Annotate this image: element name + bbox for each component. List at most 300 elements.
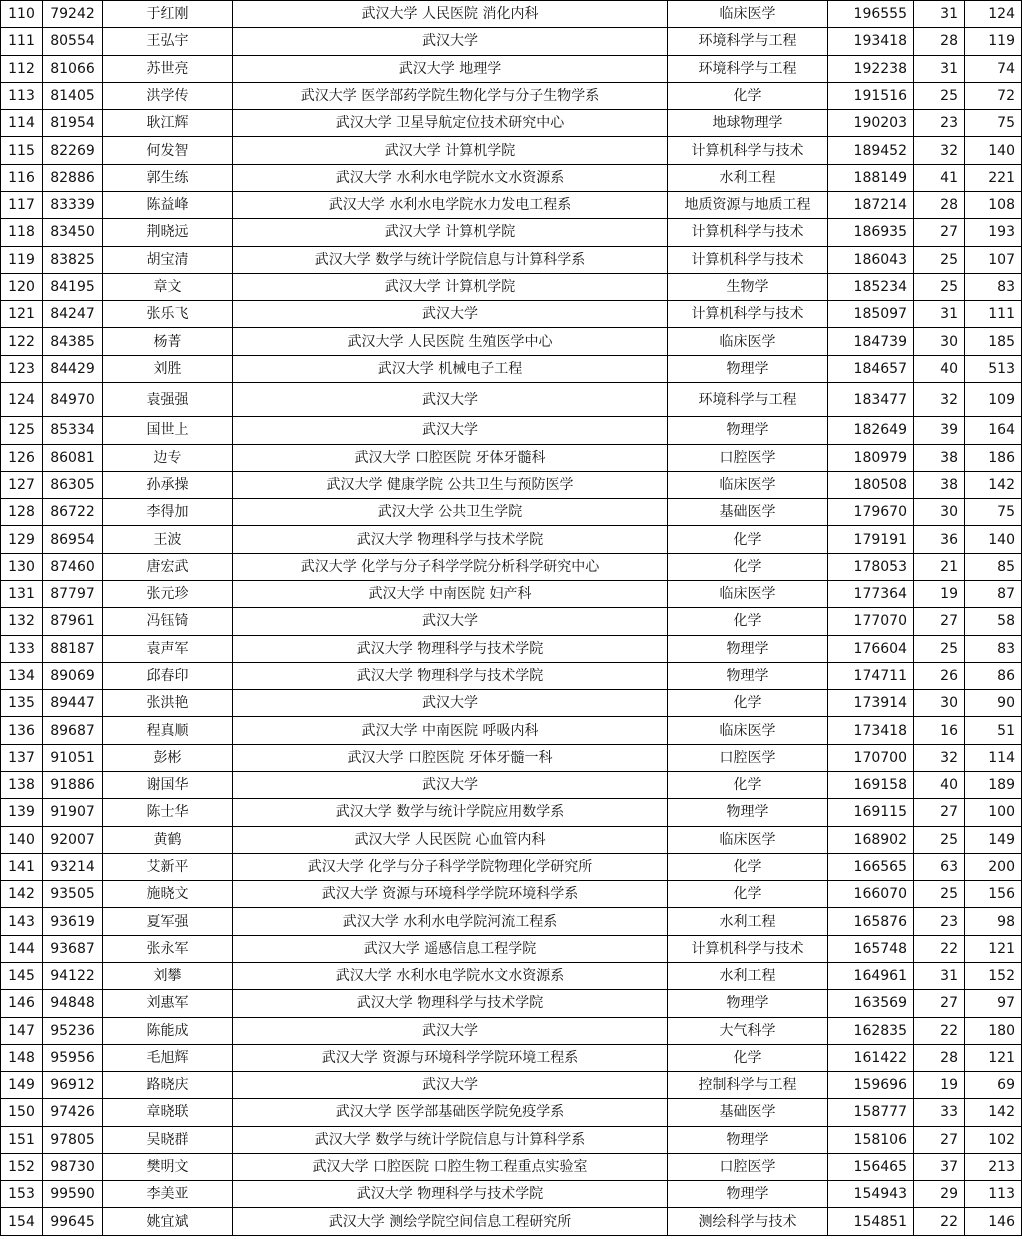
- row-papers: 72: [965, 82, 1022, 109]
- row-rank: 94122: [43, 962, 103, 989]
- row-field: 化学: [668, 690, 828, 717]
- row-field: 环境科学与工程: [668, 28, 828, 55]
- row-papers: 140: [965, 137, 1022, 164]
- row-field: 水利工程: [668, 962, 828, 989]
- row-score: 173914: [828, 690, 914, 717]
- row-h-index: 41: [914, 164, 965, 191]
- row-score: 193418: [828, 28, 914, 55]
- row-name: 章晓联: [103, 1099, 233, 1126]
- row-field: 基础医学: [668, 1099, 828, 1126]
- row-score: 179670: [828, 499, 914, 526]
- row-field: 计算机科学与技术: [668, 301, 828, 328]
- row-field: 口腔医学: [668, 444, 828, 471]
- row-name: 谢国华: [103, 771, 233, 798]
- row-field: 物理学: [668, 799, 828, 826]
- row-index: 126: [1, 444, 43, 471]
- row-name: 夏军强: [103, 908, 233, 935]
- row-score: 184657: [828, 355, 914, 382]
- row-index: 145: [1, 962, 43, 989]
- row-index: 113: [1, 82, 43, 109]
- row-field: 计算机科学与技术: [668, 246, 828, 273]
- row-index: 122: [1, 328, 43, 355]
- row-papers: 113: [965, 1181, 1022, 1208]
- row-h-index: 19: [914, 581, 965, 608]
- row-index: 120: [1, 273, 43, 300]
- table-row: [1, 853, 1022, 880]
- row-institution: 武汉大学 医学部药学院生物化学与分子生物学系: [233, 82, 668, 109]
- row-field: 大气科学: [668, 1017, 828, 1044]
- row-score: 169158: [828, 771, 914, 798]
- row-field: 临床医学: [668, 717, 828, 744]
- row-name: 边专: [103, 444, 233, 471]
- row-field: 临床医学: [668, 471, 828, 498]
- table-row: [1, 581, 1022, 608]
- row-rank: 99590: [43, 1181, 103, 1208]
- row-field: 口腔医学: [668, 1153, 828, 1180]
- row-index: 136: [1, 717, 43, 744]
- row-score: 191516: [828, 82, 914, 109]
- row-field: 计算机科学与技术: [668, 935, 828, 962]
- table-row: [1, 1181, 1022, 1208]
- row-h-index: 63: [914, 853, 965, 880]
- row-field: 化学: [668, 608, 828, 635]
- row-name: 王弘宇: [103, 28, 233, 55]
- row-field: 化学: [668, 82, 828, 109]
- row-score: 180979: [828, 444, 914, 471]
- row-name: 刘惠军: [103, 990, 233, 1017]
- row-field: 临床医学: [668, 581, 828, 608]
- row-score: 162835: [828, 1017, 914, 1044]
- row-rank: 89069: [43, 662, 103, 689]
- row-field: 测绘科学与技术: [668, 1208, 828, 1236]
- row-index: 137: [1, 744, 43, 771]
- row-papers: 100: [965, 799, 1022, 826]
- row-papers: 142: [965, 471, 1022, 498]
- table-row: [1, 526, 1022, 553]
- row-score: 180508: [828, 471, 914, 498]
- row-papers: 108: [965, 191, 1022, 218]
- row-index: 114: [1, 110, 43, 137]
- row-name: 章文: [103, 273, 233, 300]
- row-field: 基础医学: [668, 499, 828, 526]
- row-name: 荆晓远: [103, 219, 233, 246]
- row-papers: 111: [965, 301, 1022, 328]
- row-name: 陈益峰: [103, 191, 233, 218]
- row-rank: 92007: [43, 826, 103, 853]
- row-institution: 武汉大学 水利水电学院水文水资源系: [233, 962, 668, 989]
- row-index: 130: [1, 553, 43, 580]
- row-index: 128: [1, 499, 43, 526]
- table-row: [1, 382, 1022, 416]
- row-h-index: 25: [914, 881, 965, 908]
- row-h-index: 37: [914, 1153, 965, 1180]
- row-institution: 武汉大学 化学与分子科学学院分析科学研究中心: [233, 553, 668, 580]
- row-rank: 83825: [43, 246, 103, 273]
- row-rank: 82269: [43, 137, 103, 164]
- row-h-index: 31: [914, 55, 965, 82]
- row-name: 吴晓群: [103, 1126, 233, 1153]
- table-row: [1, 191, 1022, 218]
- row-institution: 武汉大学 公共卫生学院: [233, 499, 668, 526]
- row-institution: 武汉大学 化学与分子科学学院物理化学研究所: [233, 853, 668, 880]
- row-rank: 84429: [43, 355, 103, 382]
- row-rank: 89447: [43, 690, 103, 717]
- row-h-index: 25: [914, 826, 965, 853]
- row-score: 159696: [828, 1072, 914, 1099]
- row-field: 物理学: [668, 417, 828, 444]
- row-papers: 107: [965, 246, 1022, 273]
- row-name: 毛旭辉: [103, 1044, 233, 1071]
- row-name: 洪学传: [103, 82, 233, 109]
- row-h-index: 29: [914, 1181, 965, 1208]
- table-row: [1, 82, 1022, 109]
- row-h-index: 31: [914, 301, 965, 328]
- row-name: 路晓庆: [103, 1072, 233, 1099]
- row-score: 154851: [828, 1208, 914, 1236]
- row-score: 176604: [828, 635, 914, 662]
- row-institution: 武汉大学 物理科学与技术学院: [233, 526, 668, 553]
- row-rank: 94848: [43, 990, 103, 1017]
- row-index: 142: [1, 881, 43, 908]
- row-name: 艾新平: [103, 853, 233, 880]
- row-score: 170700: [828, 744, 914, 771]
- row-papers: 186: [965, 444, 1022, 471]
- row-index: 150: [1, 1099, 43, 1126]
- row-papers: 109: [965, 382, 1022, 416]
- table-row: [1, 355, 1022, 382]
- row-rank: 95236: [43, 1017, 103, 1044]
- row-papers: 180: [965, 1017, 1022, 1044]
- row-papers: 74: [965, 55, 1022, 82]
- row-rank: 91051: [43, 744, 103, 771]
- row-name: 张洪艳: [103, 690, 233, 717]
- row-name: 袁强强: [103, 382, 233, 416]
- table-row: [1, 799, 1022, 826]
- row-institution: 武汉大学: [233, 417, 668, 444]
- row-rank: 84195: [43, 273, 103, 300]
- row-name: 张元珍: [103, 581, 233, 608]
- row-score: 158777: [828, 1099, 914, 1126]
- table-row: [1, 1, 1022, 28]
- row-papers: 200: [965, 853, 1022, 880]
- row-field: 化学: [668, 771, 828, 798]
- row-index: 154: [1, 1208, 43, 1236]
- row-score: 178053: [828, 553, 914, 580]
- row-h-index: 30: [914, 328, 965, 355]
- row-rank: 93505: [43, 881, 103, 908]
- row-h-index: 32: [914, 382, 965, 416]
- row-papers: 75: [965, 110, 1022, 137]
- row-field: 计算机科学与技术: [668, 219, 828, 246]
- row-field: 环境科学与工程: [668, 55, 828, 82]
- row-h-index: 27: [914, 608, 965, 635]
- row-index: 146: [1, 990, 43, 1017]
- table-row: [1, 444, 1022, 471]
- row-h-index: 30: [914, 690, 965, 717]
- row-institution: 武汉大学 数学与统计学院应用数学系: [233, 799, 668, 826]
- row-name: 胡宝清: [103, 246, 233, 273]
- row-name: 国世上: [103, 417, 233, 444]
- row-index: 138: [1, 771, 43, 798]
- row-score: 189452: [828, 137, 914, 164]
- row-score: 184739: [828, 328, 914, 355]
- row-field: 口腔医学: [668, 744, 828, 771]
- row-index: 149: [1, 1072, 43, 1099]
- row-name: 耿江辉: [103, 110, 233, 137]
- row-h-index: 38: [914, 444, 965, 471]
- row-rank: 95956: [43, 1044, 103, 1071]
- table-row: [1, 28, 1022, 55]
- row-score: 187214: [828, 191, 914, 218]
- row-papers: 149: [965, 826, 1022, 853]
- row-index: 135: [1, 690, 43, 717]
- table-row: [1, 417, 1022, 444]
- row-institution: 武汉大学 物理科学与技术学院: [233, 990, 668, 1017]
- row-field: 地球物理学: [668, 110, 828, 137]
- row-h-index: 32: [914, 744, 965, 771]
- row-index: 144: [1, 935, 43, 962]
- row-score: 166070: [828, 881, 914, 908]
- row-institution: 武汉大学 口腔医院 口腔生物工程重点实验室: [233, 1153, 668, 1180]
- row-papers: 121: [965, 935, 1022, 962]
- table-row: [1, 273, 1022, 300]
- row-score: 186043: [828, 246, 914, 273]
- row-rank: 87961: [43, 608, 103, 635]
- table-row: [1, 1072, 1022, 1099]
- row-field: 物理学: [668, 635, 828, 662]
- row-score: 164961: [828, 962, 914, 989]
- row-index: 125: [1, 417, 43, 444]
- row-papers: 75: [965, 499, 1022, 526]
- row-field: 地质资源与地质工程: [668, 191, 828, 218]
- row-name: 李美亚: [103, 1181, 233, 1208]
- row-rank: 79242: [43, 1, 103, 28]
- row-field: 临床医学: [668, 826, 828, 853]
- row-rank: 89687: [43, 717, 103, 744]
- row-score: 168902: [828, 826, 914, 853]
- row-name: 杨菁: [103, 328, 233, 355]
- row-score: 156465: [828, 1153, 914, 1180]
- row-institution: 武汉大学 医学部基础医学院免疫学系: [233, 1099, 668, 1126]
- row-institution: 武汉大学: [233, 28, 668, 55]
- row-field: 化学: [668, 1044, 828, 1071]
- table-row: [1, 1208, 1022, 1236]
- row-score: 158106: [828, 1126, 914, 1153]
- row-h-index: 31: [914, 1, 965, 28]
- row-rank: 87797: [43, 581, 103, 608]
- table-row: [1, 962, 1022, 989]
- row-rank: 91886: [43, 771, 103, 798]
- row-score: 177364: [828, 581, 914, 608]
- row-h-index: 22: [914, 1208, 965, 1236]
- row-institution: 武汉大学: [233, 690, 668, 717]
- row-field: 控制科学与工程: [668, 1072, 828, 1099]
- row-rank: 93687: [43, 935, 103, 962]
- row-index: 134: [1, 662, 43, 689]
- row-papers: 142: [965, 1099, 1022, 1126]
- row-field: 化学: [668, 553, 828, 580]
- row-field: 环境科学与工程: [668, 382, 828, 416]
- table-row: [1, 471, 1022, 498]
- row-institution: 武汉大学 中南医院 呼吸内科: [233, 717, 668, 744]
- row-h-index: 27: [914, 1126, 965, 1153]
- row-name: 唐宏武: [103, 553, 233, 580]
- row-papers: 152: [965, 962, 1022, 989]
- row-name: 姚宜斌: [103, 1208, 233, 1236]
- row-field: 物理学: [668, 1181, 828, 1208]
- row-papers: 124: [965, 1, 1022, 28]
- table-row: [1, 690, 1022, 717]
- row-field: 物理学: [668, 990, 828, 1017]
- row-index: 152: [1, 1153, 43, 1180]
- row-papers: 83: [965, 635, 1022, 662]
- table-row: [1, 908, 1022, 935]
- row-institution: 武汉大学 机械电子工程: [233, 355, 668, 382]
- row-h-index: 23: [914, 908, 965, 935]
- row-name: 黄鹤: [103, 826, 233, 853]
- row-papers: 513: [965, 355, 1022, 382]
- row-papers: 102: [965, 1126, 1022, 1153]
- row-papers: 189: [965, 771, 1022, 798]
- row-name: 刘攀: [103, 962, 233, 989]
- row-rank: 99645: [43, 1208, 103, 1236]
- row-score: 186935: [828, 219, 914, 246]
- row-h-index: 28: [914, 28, 965, 55]
- row-rank: 87460: [43, 553, 103, 580]
- row-papers: 97: [965, 990, 1022, 1017]
- row-index: 141: [1, 853, 43, 880]
- row-index: 116: [1, 164, 43, 191]
- row-score: 161422: [828, 1044, 914, 1071]
- table-row: [1, 662, 1022, 689]
- row-institution: 武汉大学: [233, 1017, 668, 1044]
- row-institution: 武汉大学 中南医院 妇产科: [233, 581, 668, 608]
- table-row: [1, 717, 1022, 744]
- row-field: 化学: [668, 853, 828, 880]
- row-institution: 武汉大学 物理科学与技术学院: [233, 635, 668, 662]
- row-rank: 86081: [43, 444, 103, 471]
- row-index: 151: [1, 1126, 43, 1153]
- row-name: 刘胜: [103, 355, 233, 382]
- row-rank: 81405: [43, 82, 103, 109]
- row-score: 173418: [828, 717, 914, 744]
- row-h-index: 40: [914, 355, 965, 382]
- row-h-index: 25: [914, 82, 965, 109]
- row-score: 163569: [828, 990, 914, 1017]
- row-institution: 武汉大学 口腔医院 牙体牙髓一科: [233, 744, 668, 771]
- row-institution: 武汉大学: [233, 771, 668, 798]
- row-index: 147: [1, 1017, 43, 1044]
- row-h-index: 33: [914, 1099, 965, 1126]
- row-name: 樊明文: [103, 1153, 233, 1180]
- row-institution: 武汉大学 计算机学院: [233, 273, 668, 300]
- row-index: 115: [1, 137, 43, 164]
- row-name: 袁声军: [103, 635, 233, 662]
- row-score: 190203: [828, 110, 914, 137]
- row-papers: 98: [965, 908, 1022, 935]
- row-index: 112: [1, 55, 43, 82]
- table-row: [1, 164, 1022, 191]
- row-institution: 武汉大学 水利水电学院水文水资源系: [233, 164, 668, 191]
- row-rank: 83339: [43, 191, 103, 218]
- table-row: [1, 1044, 1022, 1071]
- row-institution: 武汉大学 遥感信息工程学院: [233, 935, 668, 962]
- row-rank: 93214: [43, 853, 103, 880]
- row-institution: 武汉大学 人民医院 消化内科: [233, 1, 668, 28]
- row-index: 110: [1, 1, 43, 28]
- row-rank: 97426: [43, 1099, 103, 1126]
- row-name: 张乐飞: [103, 301, 233, 328]
- row-rank: 81954: [43, 110, 103, 137]
- row-name: 陈能成: [103, 1017, 233, 1044]
- table-row: [1, 744, 1022, 771]
- row-institution: 武汉大学 资源与环境科学学院环境工程系: [233, 1044, 668, 1071]
- row-h-index: 30: [914, 499, 965, 526]
- row-rank: 86722: [43, 499, 103, 526]
- row-rank: 82886: [43, 164, 103, 191]
- row-institution: 武汉大学: [233, 1072, 668, 1099]
- row-score: 166565: [828, 853, 914, 880]
- table-row: [1, 137, 1022, 164]
- row-name: 邱春印: [103, 662, 233, 689]
- row-name: 何发智: [103, 137, 233, 164]
- row-papers: 83: [965, 273, 1022, 300]
- row-papers: 119: [965, 28, 1022, 55]
- row-h-index: 28: [914, 1044, 965, 1071]
- row-name: 彭彬: [103, 744, 233, 771]
- table-row: [1, 635, 1022, 662]
- row-institution: 武汉大学 计算机学院: [233, 137, 668, 164]
- row-field: 临床医学: [668, 1, 828, 28]
- table-row: [1, 55, 1022, 82]
- row-rank: 86305: [43, 471, 103, 498]
- row-h-index: 19: [914, 1072, 965, 1099]
- row-h-index: 28: [914, 191, 965, 218]
- row-score: 165876: [828, 908, 914, 935]
- row-index: 119: [1, 246, 43, 273]
- row-name: 孙承操: [103, 471, 233, 498]
- table-row: [1, 1153, 1022, 1180]
- row-index: 143: [1, 908, 43, 935]
- row-index: 153: [1, 1181, 43, 1208]
- row-papers: 213: [965, 1153, 1022, 1180]
- table-row: [1, 1099, 1022, 1126]
- row-index: 117: [1, 191, 43, 218]
- row-h-index: 26: [914, 662, 965, 689]
- row-h-index: 22: [914, 1017, 965, 1044]
- row-institution: 武汉大学 水利水电学院水力发电工程系: [233, 191, 668, 218]
- row-papers: 58: [965, 608, 1022, 635]
- row-institution: 武汉大学 健康学院 公共卫生与预防医学: [233, 471, 668, 498]
- row-papers: 87: [965, 581, 1022, 608]
- row-institution: 武汉大学 计算机学院: [233, 219, 668, 246]
- row-name: 郭生练: [103, 164, 233, 191]
- row-field: 计算机科学与技术: [668, 137, 828, 164]
- row-papers: 140: [965, 526, 1022, 553]
- row-institution: 武汉大学 卫星导航定位技术研究中心: [233, 110, 668, 137]
- row-papers: 69: [965, 1072, 1022, 1099]
- table-row: [1, 935, 1022, 962]
- row-index: 123: [1, 355, 43, 382]
- row-h-index: 31: [914, 962, 965, 989]
- row-h-index: 36: [914, 526, 965, 553]
- table-row: [1, 301, 1022, 328]
- row-rank: 98730: [43, 1153, 103, 1180]
- row-papers: 86: [965, 662, 1022, 689]
- row-field: 生物学: [668, 273, 828, 300]
- row-h-index: 21: [914, 553, 965, 580]
- row-rank: 84247: [43, 301, 103, 328]
